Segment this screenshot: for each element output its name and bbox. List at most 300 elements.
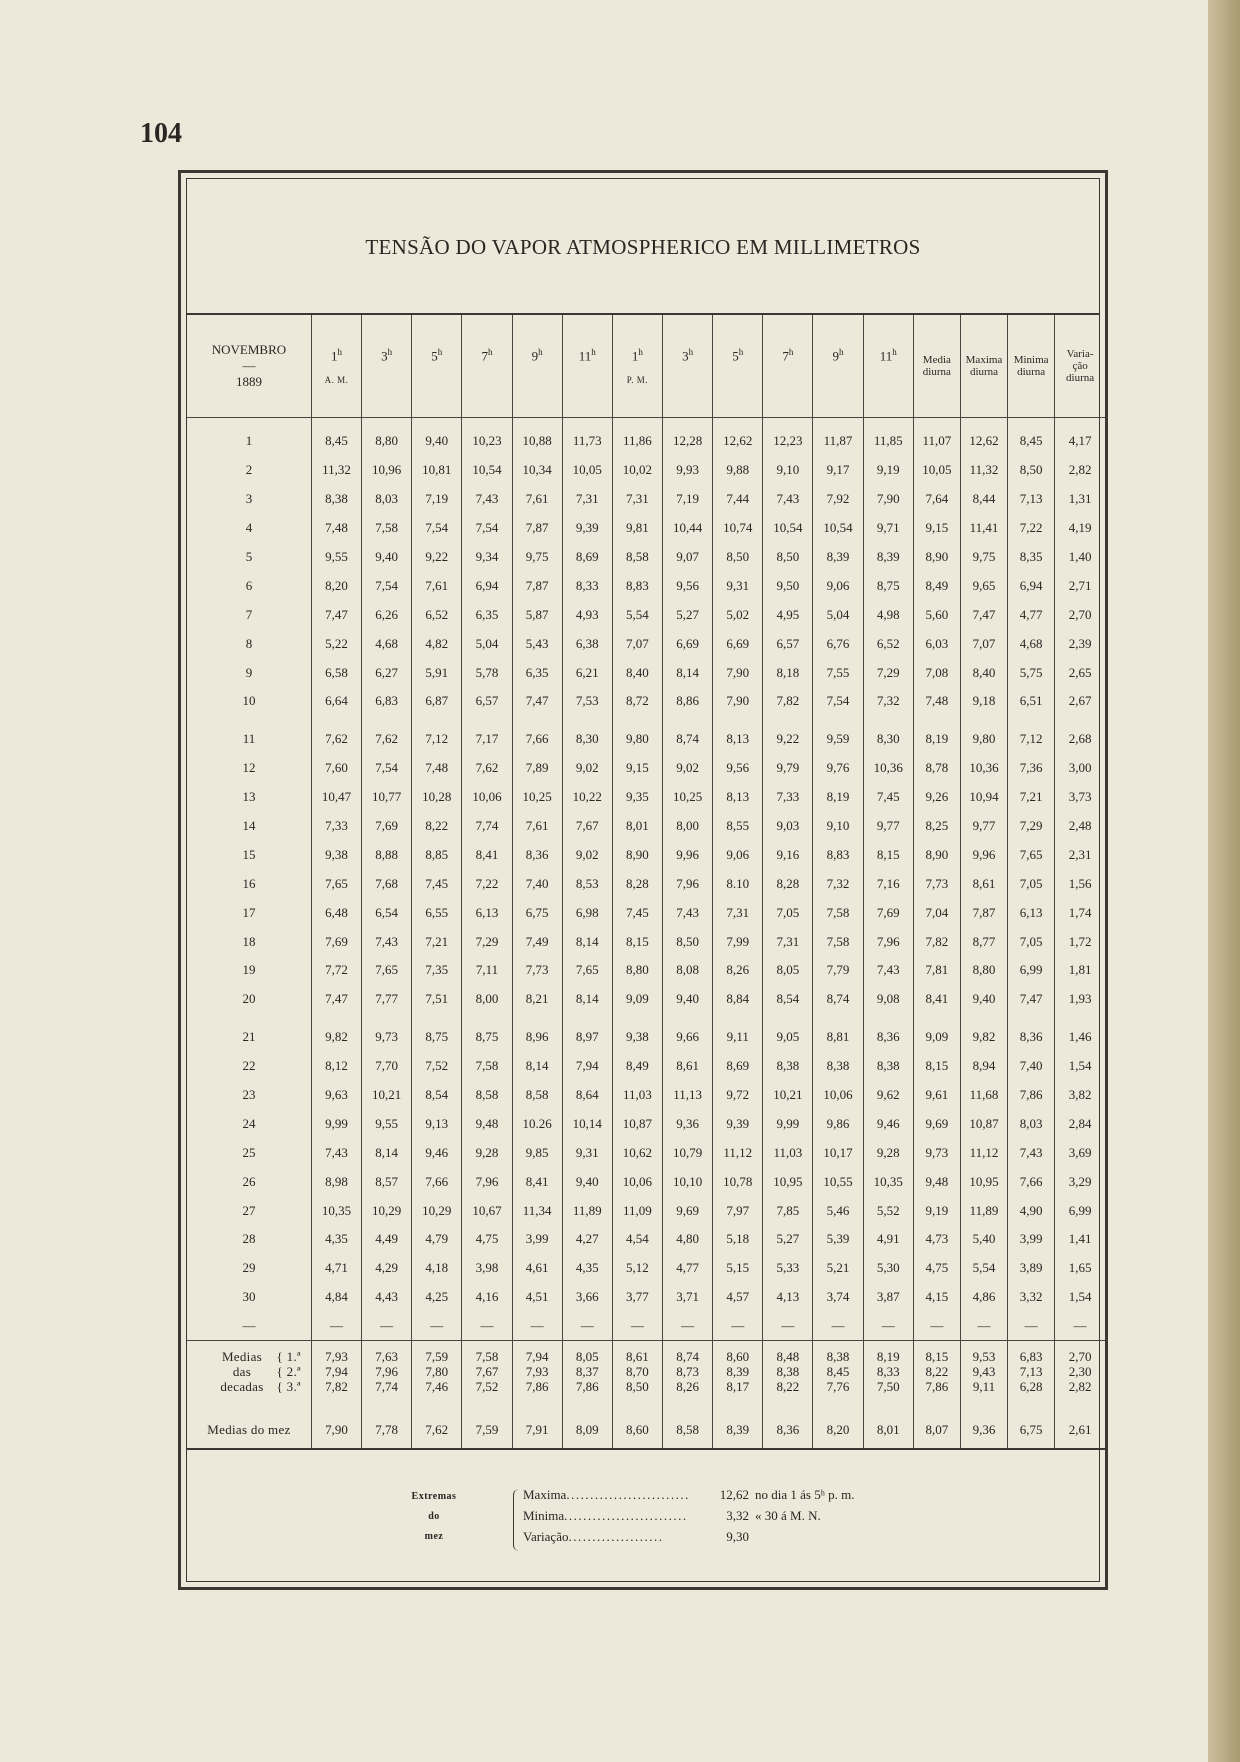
value-cell: 10.26 <box>512 1109 562 1138</box>
value-cell: 9,48 <box>913 1167 960 1196</box>
value-cell: 7,48 <box>311 514 361 543</box>
value-cell: 8,96 <box>512 1023 562 1052</box>
day-cell: 13 <box>242 789 256 805</box>
decade-value: 8,61 <box>626 1349 649 1365</box>
value-cell: 8,03 <box>1008 1109 1055 1138</box>
value-cell: 7,61 <box>412 571 462 600</box>
decade-value: 8,74 <box>676 1349 699 1365</box>
decade-value: 8,39 <box>726 1364 750 1380</box>
value-cell: 6,57 <box>462 687 512 716</box>
value-cell: 7,97 <box>713 1196 763 1225</box>
decade-ordinal: 3.ª <box>286 1379 301 1395</box>
value-cell: 3,99 <box>1008 1225 1055 1254</box>
value-cell: 7,43 <box>462 485 512 514</box>
spacer-cell <box>913 1403 960 1412</box>
value-cell: 9,26 <box>913 783 960 812</box>
table-row <box>187 985 1105 1014</box>
value-cell: 8,28 <box>612 869 662 898</box>
value-cell: 9,31 <box>713 571 763 600</box>
value-cell: 7,55 <box>813 658 863 687</box>
value-cell: 10,36 <box>960 754 1007 783</box>
decade-means-row <box>187 1340 1105 1403</box>
value-cell: 8,14 <box>512 1052 562 1081</box>
decade-value: 8,50 <box>626 1379 649 1395</box>
day-cell: 6 <box>245 577 253 593</box>
decade-value: 6,83 <box>1019 1349 1043 1365</box>
value-cell: 7,32 <box>863 687 913 716</box>
hour-header: 5$^h$ <box>713 315 763 418</box>
table-row <box>187 1254 1105 1283</box>
spacer-cell <box>1008 1403 1055 1412</box>
value-cell: 8,18 <box>763 658 813 687</box>
spacer-cell <box>663 1014 713 1023</box>
value-cell: 10,29 <box>412 1196 462 1225</box>
decade-value: 8,70 <box>626 1364 649 1380</box>
value-cell: 6,03 <box>913 629 960 658</box>
value-cell: 8,30 <box>562 725 612 754</box>
value-cell: 8,36 <box>1008 1023 1055 1052</box>
value-cell: 6,75 <box>512 898 562 927</box>
value-cell: 9,36 <box>663 1109 713 1138</box>
value-cell: 10,95 <box>960 1167 1007 1196</box>
value-cell: 8,30 <box>863 725 913 754</box>
value-cell: 10,25 <box>512 783 562 812</box>
value-cell: 7,86 <box>1008 1081 1055 1110</box>
extreme-variacao-name: Variação.................... <box>523 1529 664 1544</box>
table-row <box>187 485 1105 514</box>
value-cell: 9,81 <box>612 514 662 543</box>
value-cell: 7,90 <box>713 658 763 687</box>
value-cell: 7,29 <box>462 927 512 956</box>
value-cell: 2,70 <box>1055 600 1105 629</box>
value-cell: 4,79 <box>412 1225 462 1254</box>
value-cell: 4,75 <box>913 1254 960 1283</box>
value-cell: 7,66 <box>412 1167 462 1196</box>
value-cell: 8,50 <box>663 927 713 956</box>
value-cell: 4,68 <box>362 629 412 658</box>
extremas-brace <box>513 1489 522 1551</box>
value-cell: 7,43 <box>663 898 713 927</box>
value-cell: 9,55 <box>362 1109 412 1138</box>
value-cell: 7,73 <box>913 869 960 898</box>
dash-cell: — <box>713 1312 763 1341</box>
value-cell: 9,59 <box>813 725 863 754</box>
day-cell: 7 <box>245 606 253 622</box>
vapor-tension-table <box>187 315 1105 1450</box>
value-cell: 4,68 <box>1008 629 1055 658</box>
value-cell: 7,65 <box>1008 840 1055 869</box>
decade-value: 9,53 <box>972 1349 996 1365</box>
value-cell: 7,54 <box>813 687 863 716</box>
value-cell: 8,85 <box>412 840 462 869</box>
spacer-cell <box>960 1014 1007 1023</box>
table-row <box>187 456 1105 485</box>
value-cell: 4,35 <box>311 1225 361 1254</box>
value-cell: 4,13 <box>763 1283 813 1312</box>
value-cell: 9,72 <box>713 1081 763 1110</box>
monthly-mean-cell: 8,01 <box>863 1412 913 1449</box>
decade-value-cell <box>663 1340 713 1403</box>
value-cell: 9,38 <box>311 840 361 869</box>
decade-label-word: Medias <box>221 1349 263 1365</box>
value-cell: 9,38 <box>612 1023 662 1052</box>
table-row <box>187 427 1105 456</box>
value-cell: 3,89 <box>1008 1254 1055 1283</box>
value-cell: 5,40 <box>960 1225 1007 1254</box>
value-cell: 11,07 <box>913 427 960 456</box>
value-cell: 9,15 <box>913 514 960 543</box>
decade-value: 8,38 <box>776 1364 800 1380</box>
value-cell: 9,99 <box>311 1109 361 1138</box>
value-cell: 9,15 <box>612 754 662 783</box>
decade-value: 7,94 <box>525 1349 549 1365</box>
value-cell: 7,40 <box>1008 1052 1055 1081</box>
decade-value-cell <box>913 1340 960 1403</box>
value-cell: 7,64 <box>913 485 960 514</box>
value-cell: 9,34 <box>462 543 512 572</box>
value-cell: 10,35 <box>863 1167 913 1196</box>
value-cell: 12,62 <box>713 427 763 456</box>
value-cell: 8,33 <box>562 571 612 600</box>
value-cell: 4,15 <box>913 1283 960 1312</box>
value-cell: 7,82 <box>763 687 813 716</box>
value-cell: 7,70 <box>362 1052 412 1081</box>
hour-header: 9$^h$ <box>813 315 863 418</box>
monthly-mean-cell: 2,61 <box>1055 1412 1105 1449</box>
value-cell: 7,79 <box>813 956 863 985</box>
value-cell: 5,54 <box>960 1254 1007 1283</box>
value-cell: 7,87 <box>960 898 1007 927</box>
day-cell: 9 <box>245 664 253 680</box>
value-cell: 9,09 <box>612 985 662 1014</box>
value-cell: 5,91 <box>412 658 462 687</box>
value-cell: 7,32 <box>813 869 863 898</box>
decade-value: 7,96 <box>375 1364 399 1380</box>
value-cell: 5,60 <box>913 600 960 629</box>
value-cell: 1,54 <box>1055 1052 1105 1081</box>
value-cell: 7,48 <box>412 754 462 783</box>
value-cell: 3,74 <box>813 1283 863 1312</box>
value-cell: 4,86 <box>960 1283 1007 1312</box>
extremas-label: mez <box>424 1531 444 1542</box>
value-cell: 9,02 <box>663 754 713 783</box>
value-cell: 8,49 <box>913 571 960 600</box>
variacao-header: Varia- ção diurna <box>1055 315 1105 418</box>
value-cell: 7,07 <box>960 629 1007 658</box>
value-cell: 6,99 <box>1055 1196 1105 1225</box>
spacer-cell <box>512 716 562 725</box>
value-cell: 8,58 <box>612 543 662 572</box>
spacer-cell <box>412 716 462 725</box>
decade-value: 7,59 <box>425 1349 449 1365</box>
minima-header: Minima diurna <box>1008 315 1055 418</box>
value-cell: 10,96 <box>362 456 412 485</box>
decade-value: 7,58 <box>475 1349 499 1365</box>
value-cell: 10,79 <box>663 1138 713 1167</box>
day-cell: 12 <box>242 760 256 776</box>
value-cell: 10,54 <box>813 514 863 543</box>
value-cell: 8,36 <box>863 1023 913 1052</box>
value-cell: 8,14 <box>362 1138 412 1167</box>
value-cell: 6,98 <box>562 898 612 927</box>
value-cell: 8,86 <box>663 687 713 716</box>
value-cell: 9,22 <box>763 725 813 754</box>
table-row <box>187 1023 1105 1052</box>
table-row <box>187 927 1105 956</box>
value-cell: 9,79 <box>763 754 813 783</box>
month-dash: — <box>242 358 256 373</box>
value-cell: 10,06 <box>462 783 512 812</box>
value-cell: 7,81 <box>913 956 960 985</box>
decade-value: 7,46 <box>425 1379 449 1395</box>
value-cell: 11,03 <box>763 1138 813 1167</box>
value-cell: 8,15 <box>913 1052 960 1081</box>
decade-value: 7,63 <box>375 1349 399 1365</box>
monthly-mean-cell: 8,20 <box>813 1412 863 1449</box>
value-cell: 8,19 <box>813 783 863 812</box>
value-cell: 10,29 <box>362 1196 412 1225</box>
value-cell: 10,87 <box>960 1109 1007 1138</box>
value-cell: 3,77 <box>612 1283 662 1312</box>
value-cell: 7,72 <box>311 956 361 985</box>
value-cell: 8,80 <box>362 427 412 456</box>
value-cell: 4,73 <box>913 1225 960 1254</box>
value-cell: 9,77 <box>863 812 913 841</box>
value-cell: 9,09 <box>913 1023 960 1052</box>
value-cell: 8,78 <box>913 754 960 783</box>
value-cell: 4,98 <box>863 600 913 629</box>
value-cell: 7,22 <box>1008 514 1055 543</box>
value-cell: 4,77 <box>663 1254 713 1283</box>
value-cell: 8,74 <box>813 985 863 1014</box>
value-cell: 9,02 <box>562 754 612 783</box>
table-row <box>187 1081 1105 1110</box>
value-cell: 8,50 <box>1008 456 1055 485</box>
value-cell: 2,39 <box>1055 629 1105 658</box>
value-cell: 9,46 <box>412 1138 462 1167</box>
value-cell: 7,60 <box>311 754 361 783</box>
spacer-cell <box>412 1403 462 1412</box>
value-cell: 6,21 <box>562 658 612 687</box>
value-cell: 6,94 <box>462 571 512 600</box>
hour-header: 3$^h$ <box>663 315 713 418</box>
value-cell: 10,06 <box>813 1081 863 1110</box>
day-cell: 26 <box>242 1173 256 1189</box>
day-cell: 29 <box>242 1260 256 1276</box>
dash-row <box>187 1312 1105 1341</box>
value-cell: 6,52 <box>863 629 913 658</box>
value-cell: 2,84 <box>1055 1109 1105 1138</box>
value-cell: 9,76 <box>813 754 863 783</box>
value-cell: 8,39 <box>863 543 913 572</box>
page-edge <box>1208 0 1240 1762</box>
dash-cell: — <box>512 1312 562 1341</box>
value-cell: 8,84 <box>713 985 763 1014</box>
decade-value: 8,33 <box>876 1364 900 1380</box>
value-cell: 8,69 <box>562 543 612 572</box>
value-cell: 3,00 <box>1055 754 1105 783</box>
value-cell: 11,13 <box>663 1081 713 1110</box>
value-cell: 7,08 <box>913 658 960 687</box>
table-row <box>187 869 1105 898</box>
value-cell: 9,03 <box>763 812 813 841</box>
decade-value: 6,28 <box>1019 1379 1043 1395</box>
value-cell: 10,77 <box>362 783 412 812</box>
value-cell: 4,17 <box>1055 427 1105 456</box>
day-cell: 18 <box>242 933 256 949</box>
value-cell: 9,07 <box>663 543 713 572</box>
value-cell: 1,41 <box>1055 1225 1105 1254</box>
value-cell: 5,87 <box>512 600 562 629</box>
decade-value-cell <box>562 1340 612 1403</box>
value-cell: 10,95 <box>763 1167 813 1196</box>
dash-cell: — <box>362 1312 412 1341</box>
spacer-cell <box>562 1014 612 1023</box>
value-cell: 8,40 <box>612 658 662 687</box>
spacer-cell <box>713 418 763 428</box>
spacer-row <box>187 418 1105 428</box>
value-cell: 7,45 <box>412 869 462 898</box>
spacer-cell <box>763 1014 813 1023</box>
value-cell: 7,58 <box>462 1052 512 1081</box>
spacer-cell <box>813 716 863 725</box>
value-cell: 7,58 <box>813 927 863 956</box>
value-cell: 7,69 <box>362 812 412 841</box>
value-cell: 9,88 <box>713 456 763 485</box>
value-cell: 7,33 <box>311 812 361 841</box>
decade-value: 7,74 <box>375 1379 399 1395</box>
value-cell: 7,43 <box>1008 1138 1055 1167</box>
spacer-cell <box>311 418 361 428</box>
value-cell: 2,48 <box>1055 812 1105 841</box>
value-cell: 6,55 <box>412 898 462 927</box>
value-cell: 9,62 <box>863 1081 913 1110</box>
value-cell: 8,50 <box>713 543 763 572</box>
value-cell: 3,87 <box>863 1283 913 1312</box>
spacer-cell <box>362 1014 412 1023</box>
decade-value: 8,19 <box>876 1349 900 1365</box>
value-cell: 11,68 <box>960 1081 1007 1110</box>
value-cell: 6,64 <box>311 687 361 716</box>
value-cell: 6,83 <box>362 687 412 716</box>
decade-value: 7,52 <box>475 1379 499 1395</box>
value-cell: 6,69 <box>663 629 713 658</box>
day-cell: 28 <box>242 1231 256 1247</box>
value-cell: 8,15 <box>863 840 913 869</box>
value-cell: 9,08 <box>863 985 913 1014</box>
dash-cell: — <box>813 1312 863 1341</box>
value-cell: 11,87 <box>813 427 863 456</box>
value-cell: 8,72 <box>612 687 662 716</box>
value-cell: 5,15 <box>713 1254 763 1283</box>
dash-cell: — <box>612 1312 662 1341</box>
value-cell: 1,54 <box>1055 1283 1105 1312</box>
value-cell: 9,40 <box>412 427 462 456</box>
value-cell: 8,54 <box>412 1081 462 1110</box>
table-row <box>187 840 1105 869</box>
decade-value-cell <box>813 1340 863 1403</box>
value-cell: 6,13 <box>462 898 512 927</box>
value-cell: 7,74 <box>462 812 512 841</box>
value-cell: 8,90 <box>913 840 960 869</box>
value-cell: 8,61 <box>663 1052 713 1081</box>
value-cell: 7,43 <box>763 485 813 514</box>
value-cell: 5,33 <box>763 1254 813 1283</box>
decade-value-cell <box>612 1340 662 1403</box>
value-cell: 9,18 <box>960 687 1007 716</box>
value-cell: 7,47 <box>311 600 361 629</box>
value-cell: 2,68 <box>1055 725 1105 754</box>
value-cell: 4,27 <box>562 1225 612 1254</box>
value-cell: 9,10 <box>763 456 813 485</box>
value-cell: 8,83 <box>612 571 662 600</box>
value-cell: 8,74 <box>663 725 713 754</box>
value-cell: 8,41 <box>512 1167 562 1196</box>
dash-cell: — <box>763 1312 813 1341</box>
decade-value: 8,73 <box>676 1364 699 1380</box>
value-cell: 2,82 <box>1055 456 1105 485</box>
page-number: 104 <box>140 118 182 149</box>
value-cell: 4,90 <box>1008 1196 1055 1225</box>
media-header: Media diurna <box>913 315 960 418</box>
value-cell: 7,89 <box>512 754 562 783</box>
spacer-cell <box>813 1403 863 1412</box>
value-cell: 8,54 <box>763 985 813 1014</box>
spacer-cell <box>187 1403 311 1412</box>
value-cell: 6,57 <box>763 629 813 658</box>
spacer-cell <box>512 1403 562 1412</box>
value-cell: 7,58 <box>813 898 863 927</box>
value-cell: 10,21 <box>763 1081 813 1110</box>
value-cell: 5,18 <box>713 1225 763 1254</box>
value-cell: 9,16 <box>763 840 813 869</box>
spacer-cell <box>1008 716 1055 725</box>
value-cell: 8,57 <box>362 1167 412 1196</box>
value-cell: 2,67 <box>1055 687 1105 716</box>
value-cell: 9,39 <box>562 514 612 543</box>
value-cell: 1,93 <box>1055 985 1105 1014</box>
value-cell: 9,11 <box>713 1023 763 1052</box>
day-cell: 17 <box>242 904 256 920</box>
spacer-cell <box>462 1014 512 1023</box>
decade-value-cell <box>763 1340 813 1403</box>
value-cell: 4,80 <box>663 1225 713 1254</box>
decade-value: 7,93 <box>325 1349 348 1365</box>
value-cell: 9,75 <box>960 543 1007 572</box>
decade-value: 2,82 <box>1068 1379 1092 1395</box>
spacer-row <box>187 1403 1105 1412</box>
value-cell: 9,28 <box>863 1138 913 1167</box>
spacer-cell <box>362 716 412 725</box>
monthly-mean-cell: 7,62 <box>412 1412 462 1449</box>
value-cell: 8,69 <box>713 1052 763 1081</box>
value-cell: 9,69 <box>663 1196 713 1225</box>
value-cell: 7,21 <box>1008 783 1055 812</box>
value-cell: 7,11 <box>462 956 512 985</box>
value-cell: 8,83 <box>813 840 863 869</box>
value-cell: 7,04 <box>913 898 960 927</box>
day-cell: 20 <box>242 991 256 1007</box>
value-cell: 10,78 <box>713 1167 763 1196</box>
value-cell: 9,96 <box>663 840 713 869</box>
extreme-maxima-value: 12,62 <box>719 1487 749 1502</box>
value-cell: 9,66 <box>663 1023 713 1052</box>
value-cell: 4,19 <box>1055 514 1105 543</box>
value-cell: 7,07 <box>612 629 662 658</box>
value-cell: 8,45 <box>1008 427 1055 456</box>
value-cell: 9,22 <box>412 543 462 572</box>
value-cell: 5,43 <box>512 629 562 658</box>
